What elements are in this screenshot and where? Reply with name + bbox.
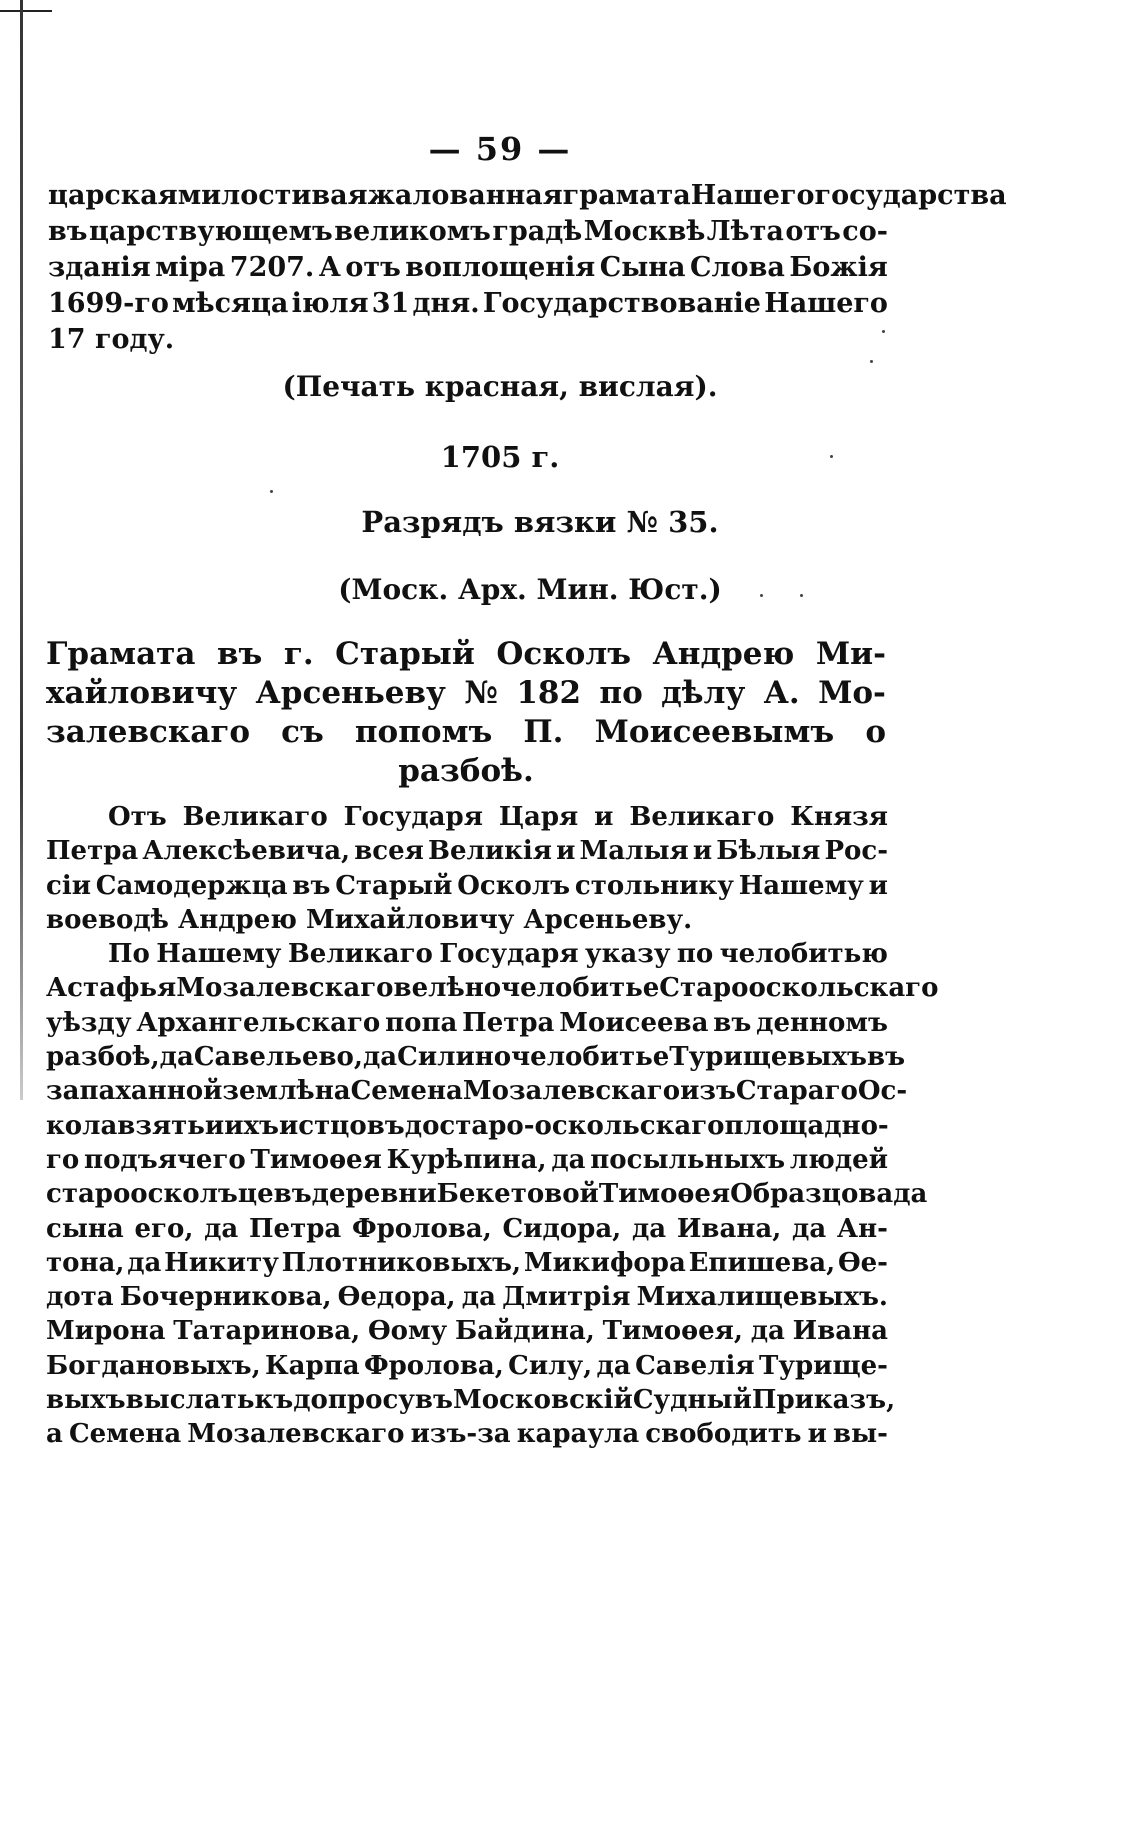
word: Семена <box>350 1076 463 1107</box>
word: Мирона <box>46 1316 166 1347</box>
word: Лѣта <box>706 216 784 247</box>
word: Божія <box>789 252 888 283</box>
word: съ <box>281 714 324 750</box>
word: Андрею <box>652 636 795 672</box>
word: запаханной <box>46 1076 223 1107</box>
word: Петра <box>462 1007 555 1038</box>
seal-note: (Печать красная, вислая). <box>282 370 718 403</box>
body-line <box>46 971 939 1005</box>
word: къ <box>254 1385 294 1416</box>
word: Турище- <box>759 1350 888 1381</box>
word: Стараго <box>735 1076 858 1107</box>
heading-line <box>46 713 886 752</box>
archive-reference: (Моск. Арх. Мин. Юст.) <box>338 573 722 606</box>
body-line <box>46 937 888 971</box>
body-line <box>46 1074 908 1108</box>
word: воплощенія <box>405 252 596 283</box>
word: Старо <box>659 973 749 1004</box>
word: Моисеева <box>559 1007 709 1038</box>
word: и <box>868 870 888 901</box>
intro-line <box>48 178 1007 214</box>
scan-speck <box>800 594 803 597</box>
word: Микифора <box>523 1247 686 1278</box>
word: да <box>204 1213 239 1244</box>
word: Ѳедора, <box>337 1282 456 1313</box>
word: Сына <box>599 252 686 283</box>
intro-line <box>48 286 888 322</box>
word: Байдина, <box>454 1316 595 1347</box>
body-line <box>46 1280 888 1314</box>
word: П. <box>523 714 564 750</box>
word: Судный <box>632 1385 752 1416</box>
word: и <box>204 1110 225 1141</box>
word: хайловичу <box>46 675 238 711</box>
word: попомъ <box>354 714 493 750</box>
word: Богдановыхъ, <box>46 1350 261 1381</box>
word: градѣ <box>492 216 583 247</box>
word: Великаго <box>182 802 328 832</box>
body-line <box>46 1383 896 1417</box>
word: дня. <box>412 288 480 319</box>
word: его, <box>134 1213 194 1244</box>
word: Старый <box>335 636 475 672</box>
body-line <box>46 1006 888 1040</box>
word: караула <box>516 1419 640 1450</box>
word: Архангельскаго <box>136 1007 381 1038</box>
word: на <box>314 1076 351 1107</box>
page-number: — 59 — <box>428 130 572 168</box>
word: Отъ <box>108 802 167 832</box>
word: Астафья <box>46 973 177 1004</box>
word: Царя <box>498 802 579 832</box>
word: площадно- <box>724 1110 889 1141</box>
intro-line: 17 году. <box>48 324 175 355</box>
word: царствующемъ <box>88 216 333 247</box>
body-line <box>46 1349 888 1383</box>
word: дѣлу <box>661 675 746 711</box>
intro-line <box>48 214 888 250</box>
word: со- <box>842 216 888 247</box>
word: Государствованіе <box>482 288 761 319</box>
word: разбоѣ, <box>46 1042 160 1073</box>
word: Мозалевскаго <box>176 973 394 1004</box>
word: Нашему <box>156 939 282 970</box>
word: Бочерникова, <box>119 1282 332 1313</box>
word: 7207. <box>229 252 315 283</box>
scan-top-rule <box>0 10 52 12</box>
word: да <box>362 1042 398 1073</box>
category-label: Разрядъ вязки № 35. <box>361 505 719 539</box>
word: попа <box>385 1007 458 1038</box>
intro-paragraph <box>48 178 1007 358</box>
word: отъ <box>785 216 841 247</box>
body-line <box>46 1177 928 1211</box>
year: 1705 г. <box>440 440 560 474</box>
word: Нашему <box>738 870 864 901</box>
word: Савельево, <box>193 1042 363 1073</box>
word: 182 <box>516 675 582 711</box>
word: Ос- <box>857 1076 908 1107</box>
word: Великаго <box>287 939 433 970</box>
word: и <box>807 1419 827 1450</box>
word: Ѳому <box>367 1316 448 1347</box>
word: жалованная <box>367 180 563 211</box>
word: да <box>159 1042 194 1073</box>
word: изъ <box>680 1076 736 1107</box>
body-line <box>46 1212 888 1246</box>
word: Москвѣ <box>583 216 706 247</box>
body-line <box>46 1246 888 1280</box>
word: да <box>596 1350 631 1381</box>
word: старо-оскольскаго <box>439 1110 725 1141</box>
body-line <box>46 1040 906 1074</box>
body-line <box>46 800 888 834</box>
word: денномъ <box>756 1007 888 1038</box>
word: Плотниковыхъ, <box>281 1247 522 1278</box>
word: да <box>461 1282 496 1313</box>
word: Московскій <box>452 1385 633 1416</box>
word: Слова <box>690 252 785 283</box>
word: сіи <box>46 870 91 901</box>
word: Никиту <box>164 1247 279 1278</box>
word: Образцова <box>730 1179 894 1210</box>
word: Великаго <box>629 802 775 832</box>
word: да <box>631 1213 667 1244</box>
word: Семена <box>68 1419 182 1450</box>
word: Мо- <box>818 675 886 711</box>
word: го <box>46 1144 80 1175</box>
word: Государя <box>439 939 579 970</box>
word: оскольскаго <box>748 973 939 1004</box>
word: о <box>865 714 886 750</box>
word: да <box>127 1247 162 1278</box>
word: Рос- <box>824 836 888 867</box>
word: по <box>676 939 714 970</box>
intro-line <box>48 250 888 286</box>
word: а <box>46 1419 63 1450</box>
word: и <box>594 802 614 832</box>
word: въ <box>713 1007 752 1038</box>
word: Петра <box>46 836 139 867</box>
word: Ивана <box>792 1316 888 1347</box>
heading-line <box>46 674 886 713</box>
word: Ѳе- <box>837 1247 888 1278</box>
word: Осколъ <box>457 870 571 901</box>
word: въ <box>414 1385 453 1416</box>
word: Арсеньеву <box>255 675 446 711</box>
word: свободить <box>645 1419 802 1450</box>
word: взять <box>117 1110 205 1141</box>
word: іюля <box>291 288 369 319</box>
word: Тимоѳея, <box>602 1316 743 1347</box>
word: отъ <box>345 252 401 283</box>
word: людей <box>789 1144 888 1175</box>
word: Силино <box>397 1042 512 1073</box>
word: стольнику <box>574 870 734 901</box>
word: Тимоѳея <box>250 1144 382 1175</box>
scan-speck <box>760 594 763 597</box>
word: 1699-го <box>48 288 169 319</box>
word: Приказъ, <box>751 1385 896 1416</box>
word: тона, <box>46 1247 125 1278</box>
word: и <box>556 836 576 867</box>
word: да <box>791 1213 827 1244</box>
word: По <box>108 939 150 970</box>
word: мѣсяца <box>172 288 289 319</box>
word: староосколъцевъ <box>46 1179 312 1210</box>
word: царская <box>48 180 178 211</box>
word: всея <box>354 836 424 867</box>
word: Мозалевскаго <box>187 1419 405 1450</box>
word: выслать <box>125 1385 255 1416</box>
word: 31 <box>371 288 410 319</box>
word: Курѣпина, <box>386 1144 547 1175</box>
word: въ <box>867 1042 906 1073</box>
document-heading <box>46 635 886 791</box>
word: и <box>692 836 713 867</box>
word: Силу, <box>508 1350 593 1381</box>
word: міра <box>155 252 226 283</box>
word: Старый <box>335 870 453 901</box>
word: деревни <box>311 1179 437 1210</box>
word: залевскаго <box>46 714 251 750</box>
word: сына <box>46 1213 124 1244</box>
word: Великія <box>427 836 552 867</box>
scan-speck <box>882 330 885 333</box>
body-line <box>46 869 888 903</box>
word: допросу <box>293 1385 415 1416</box>
word: вы- <box>833 1419 888 1450</box>
word: въ <box>217 636 263 672</box>
word: да <box>893 1179 928 1210</box>
word: челобитью <box>719 939 888 970</box>
word: Ивана, <box>676 1213 782 1244</box>
word: ихъ <box>224 1110 279 1141</box>
word: Нашего <box>764 288 888 319</box>
word: А <box>318 252 341 283</box>
word: уѣзду <box>46 1007 132 1038</box>
word: указу <box>584 939 671 970</box>
body-text <box>46 800 939 1452</box>
scan-speck <box>270 490 273 493</box>
word: государства <box>814 180 1007 211</box>
word: Нашего <box>690 180 815 211</box>
word: Турищевыхъ <box>669 1042 868 1073</box>
scan-speck <box>870 360 873 363</box>
word: Дмитрія <box>502 1282 631 1313</box>
word: велѣно <box>393 973 502 1004</box>
body-line <box>46 1314 888 1348</box>
word: Ан- <box>836 1213 888 1244</box>
word: Бѣлыя <box>716 836 821 867</box>
body-line: воеводѣ Андрею Михайловичу Арсеньеву. <box>46 904 693 935</box>
word: до <box>404 1110 440 1141</box>
word: Малыя <box>579 836 689 867</box>
word: Татаринова, <box>173 1316 361 1347</box>
word: подъячего <box>84 1144 246 1175</box>
body-line <box>46 1417 888 1451</box>
word: по <box>599 675 643 711</box>
word: да <box>551 1144 586 1175</box>
word: дота <box>46 1282 114 1313</box>
word: Ми- <box>815 636 886 672</box>
scan-speck <box>830 455 833 458</box>
body-line <box>46 1109 888 1143</box>
word: милостивая <box>177 180 368 211</box>
word: Грамата <box>46 636 196 672</box>
word: г. <box>283 636 314 672</box>
word: А. <box>763 675 800 711</box>
word: Михалищевыхъ. <box>636 1282 888 1313</box>
word: Сидора, <box>502 1213 622 1244</box>
word: Князя <box>790 802 888 832</box>
word: Карпа <box>265 1350 360 1381</box>
word: Фролова, <box>351 1213 492 1244</box>
heading-line <box>46 635 886 674</box>
word: Государя <box>343 802 483 832</box>
word: Самодержца <box>95 870 288 901</box>
heading-line: разбоѣ. <box>398 753 534 789</box>
word: землѣ <box>222 1076 315 1107</box>
word: изъ-за <box>410 1419 511 1450</box>
word: Моисеевымъ <box>594 714 835 750</box>
word: истцовъ <box>278 1110 405 1141</box>
word: въ <box>292 870 331 901</box>
word: № <box>464 675 498 711</box>
body-line <box>46 834 888 868</box>
body-line <box>46 1143 888 1177</box>
word: Осколъ <box>496 636 631 672</box>
word: въ <box>48 216 88 247</box>
word: Савелія <box>635 1350 755 1381</box>
word: выхъ <box>46 1385 126 1416</box>
word: великомъ <box>334 216 491 247</box>
word: челобитье <box>511 1042 670 1073</box>
word: да <box>750 1316 785 1347</box>
word: челобитье <box>501 973 660 1004</box>
word: Епишева, <box>688 1247 836 1278</box>
word: Тимоѳея <box>598 1179 731 1210</box>
word: Бекетовой <box>436 1179 599 1210</box>
word: Мозалевскаго <box>462 1076 681 1107</box>
word: Петра <box>249 1213 342 1244</box>
word: зданія <box>48 252 151 283</box>
word: грамата <box>562 180 691 211</box>
word: посыльныхъ <box>590 1144 786 1175</box>
word: Алексѣевича, <box>142 836 351 867</box>
word: Фролова, <box>363 1350 504 1381</box>
word: кола <box>46 1110 118 1141</box>
